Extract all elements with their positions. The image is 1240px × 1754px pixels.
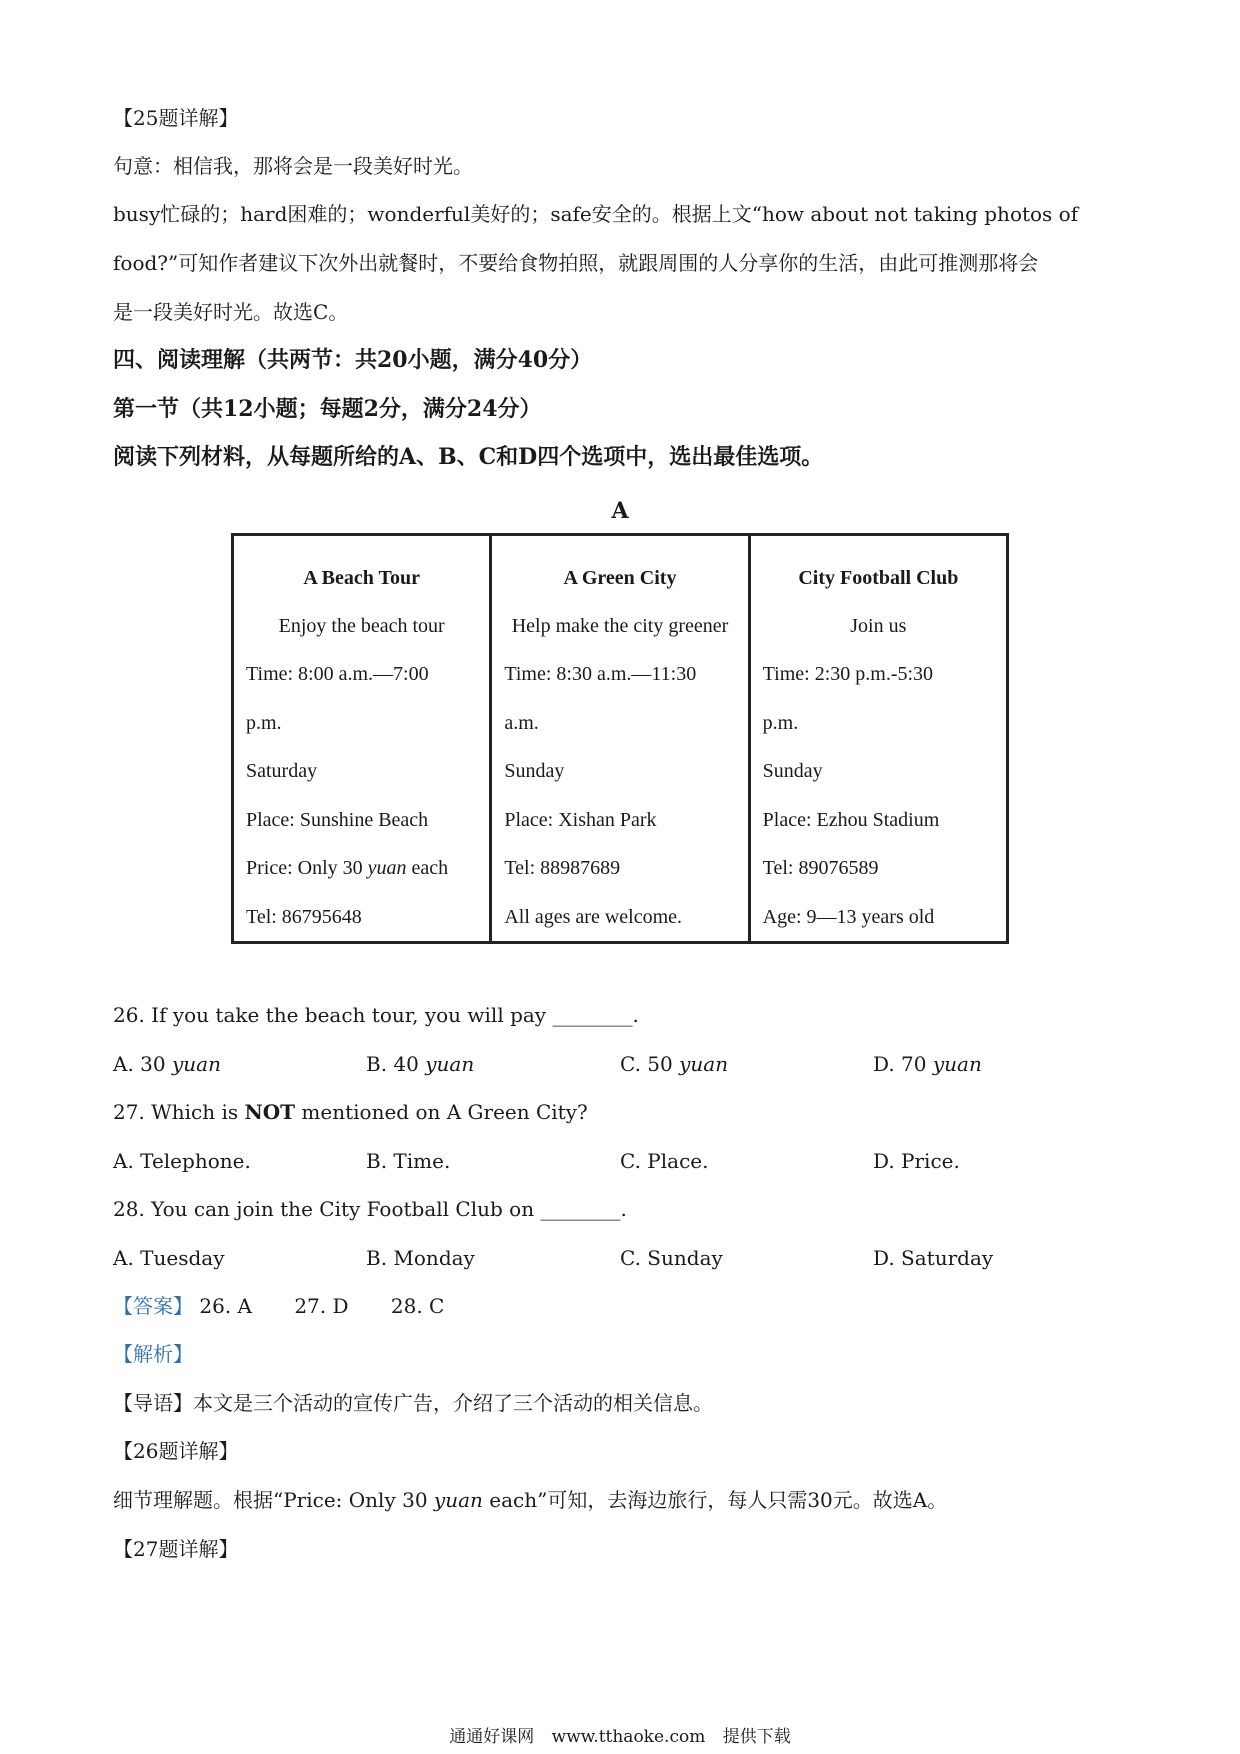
explanation-line-2: food?”可知作者建议下次外出就餐时，不要给食物拍照，就跟周围的人分享你的生活，由此可推测那将会 xyxy=(113,251,1039,275)
guide-text: 【导语】本文是三个活动的宣传广告，介绍了三个活动的相关信息。 xyxy=(113,1391,713,1415)
card-line: Tel: 88987689 xyxy=(504,857,621,879)
option-c: C. 50 yuan xyxy=(620,1052,729,1076)
detail-q26: 细节理解题。根据“Price: Only 30 yuan each”可知，去海边旅行，每人只需30元。故选A。 xyxy=(113,1488,948,1512)
option-c: C. Sunday xyxy=(620,1246,723,1270)
passage-label: A xyxy=(611,498,629,524)
explanation-line-1: busy忙碌的；hard困难的；wonderful美好的；safe安全的。根据上文“how about not taking photos of xyxy=(113,202,1079,226)
page-footer xyxy=(0,1726,1240,1748)
option-c: C. Place. xyxy=(620,1149,709,1173)
card-subtitle: Join us xyxy=(850,615,907,637)
card-line: Time: 8:30 a.m.—11:30 xyxy=(504,663,697,685)
card-line: Sunday xyxy=(504,760,565,782)
heading-q27: 【27题详解】 xyxy=(113,1537,239,1561)
option-b: B. Monday xyxy=(366,1246,475,1270)
card-line: Tel: 89076589 xyxy=(762,857,879,879)
question-26: 26. If you take the beach tour, you will pay ________. xyxy=(113,1003,639,1027)
card-subtitle: Enjoy the beach tour xyxy=(278,615,445,637)
card-price: Price: Only 30 yuan each xyxy=(246,857,449,879)
heading-q25: 【25题详解】 xyxy=(113,106,239,130)
analysis-label: 【解析】 xyxy=(113,1342,193,1366)
card-green-city xyxy=(491,535,749,943)
answer-item: 26. A xyxy=(199,1294,252,1318)
card-line: Time: 8:00 a.m.—7:00 xyxy=(246,663,429,685)
card-title: A Beach Tour xyxy=(303,567,421,589)
part-title: 第一节（共12小题；每题2分，满分24分） xyxy=(113,396,542,422)
activity-table xyxy=(231,533,1009,944)
option-a: A. Telephone. xyxy=(113,1149,251,1173)
option-b: B. Time. xyxy=(366,1149,451,1173)
card-football-club xyxy=(749,535,1007,943)
option-d: D. Saturday xyxy=(873,1246,994,1270)
card-title: City Football Club xyxy=(798,567,959,589)
card-line: Place: Ezhou Stadium xyxy=(762,808,940,831)
option-b: B. 40 yuan xyxy=(366,1052,475,1076)
card-line: All ages are welcome. xyxy=(504,905,683,928)
footer-url[interactable]: www.tthaoke.com xyxy=(551,1727,706,1747)
question-28: 28. You can join the City Football Club on ________. xyxy=(113,1197,627,1221)
option-d: D. Price. xyxy=(873,1149,960,1173)
card-beach-tour xyxy=(233,535,491,943)
sentence-meaning: 句意：相信我，那将会是一段美好时光。 xyxy=(113,154,473,178)
card-line: Saturday xyxy=(246,760,318,782)
card-line: a.m. xyxy=(504,711,539,734)
card-title: A Green City xyxy=(563,567,677,589)
answer-item: 28. C xyxy=(390,1294,445,1318)
instruction: 阅读下列材料，从每题所给的A、B、C和D四个选项中，选出最佳选项。 xyxy=(113,444,824,470)
answer-item: 27. D xyxy=(294,1294,349,1318)
card-line: Time: 2:30 p.m.-5:30 xyxy=(762,663,934,685)
footer-site: 通通好课网 xyxy=(449,1727,535,1747)
section-title: 四、阅读理解（共两节：共20小题，满分40分） xyxy=(113,347,593,373)
card-line: Place: Sunshine Beach xyxy=(246,808,429,831)
card-subtitle: Help make the city greener xyxy=(511,615,729,637)
explanation-line-3: 是一段美好时光。故选C。 xyxy=(113,300,349,324)
option-a: A. Tuesday xyxy=(113,1246,225,1270)
footer-note: 提供下载 xyxy=(722,1727,791,1747)
option-a: A. 30 yuan xyxy=(113,1052,221,1076)
card-line: Age: 9—13 years old xyxy=(762,905,935,928)
heading-q26: 【26题详解】 xyxy=(113,1439,239,1463)
card-line: p.m. xyxy=(762,711,799,734)
card-line: Sunday xyxy=(762,760,823,782)
answer-row xyxy=(113,1292,480,1320)
card-line: p.m. xyxy=(246,711,282,734)
answer-label: 【答案】 xyxy=(113,1294,193,1318)
card-line: Tel: 86795648 xyxy=(246,905,362,928)
question-27: 27. Which is NOT mentioned on A Green City? xyxy=(113,1100,588,1124)
card-line: Place: Xishan Park xyxy=(504,808,657,831)
option-d: D. 70 yuan xyxy=(873,1052,982,1076)
